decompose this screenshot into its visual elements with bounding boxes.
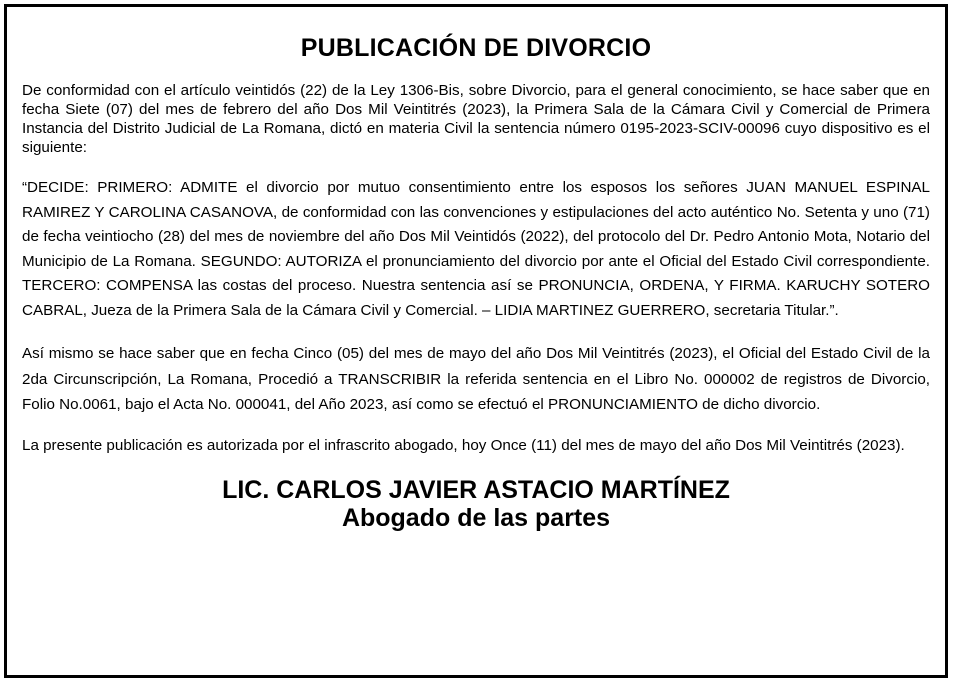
ruling-paragraph: “DECIDE: PRIMERO: ADMITE el divorcio por mutuo consentimiento entre los esposos los señores JUAN MANUEL ESPINAL RAMIREZ Y CAROLINA CASANOVA, de conformidad con las convenciones y estipulaciones del acto auténtico No. Setenta y uno (71) de fecha veintiocho (28) del mes de noviembre del año Dos Mil Veintidós (2022), del protocolo del Dr. Pedro Antonio Mota, Notario del Municipio de La Romana. SEGUNDO: AUTORIZA el pronunciamiento del divorcio por ante el Oficial del Estado Civil correspondiente. TERCERO: COMPENSA las costas del proceso. Nuestra sentencia así se PRONUNCIA, ORDENA, Y FIRMA. KARUCHY SOTERO CABRAL, Jueza de la Primera Sala de la Cámara Civil y Comercial. – LIDIA MARTINEZ GUERRERO, secretaria Titular.”. — [22, 179, 930, 319]
authorization-paragraph: La presente publicación es autorizada por el infrascrito abogado, hoy Once (11) del mes de mayo del año Dos Mil Veintitrés (2023). — [22, 436, 905, 454]
signature-block — [22, 476, 930, 532]
intro-paragraph: De conformidad con el artículo veintidós (22) de la Ley 1306-Bis, sobre Divorcio, para el general conocimiento, se hace saber que en fecha Siete (07) del mes de febrero del año Dos Mil Veintitrés (2023), la Primera Sala de la Cámara Civil y Comercial de Primera Instancia del Distrito Judicial de La Romana, dictó en materia Civil la sentencia número 0195-2023-SCIV-00096 cuyo dispositivo es el siguiente: — [22, 82, 930, 156]
transcription-paragraph: Así mismo se hace saber que en fecha Cinco (05) del mes de mayo del año Dos Mil Veintitrés (2023), el Oficial del Estado Civil de la 2da Circunscripción, La Romana, Procedió a TRANSCRIBIR la referida sentencia en el Libro No. 000002 de registros de Divorcio, Folio No.0061, bajo el Acta No. 000041, del Año 2023, así como se efectuó el PRONUNCIAMIENTO de dicho divorcio. — [22, 345, 930, 413]
signature-name: LIC. CARLOS JAVIER ASTACIO MARTÍNEZ — [222, 475, 730, 504]
divorce-notice — [4, 4, 948, 678]
signature-role: Abogado de las partes — [341, 503, 611, 532]
notice-title: PUBLICACIÓN DE DIVORCIO — [300, 34, 652, 62]
